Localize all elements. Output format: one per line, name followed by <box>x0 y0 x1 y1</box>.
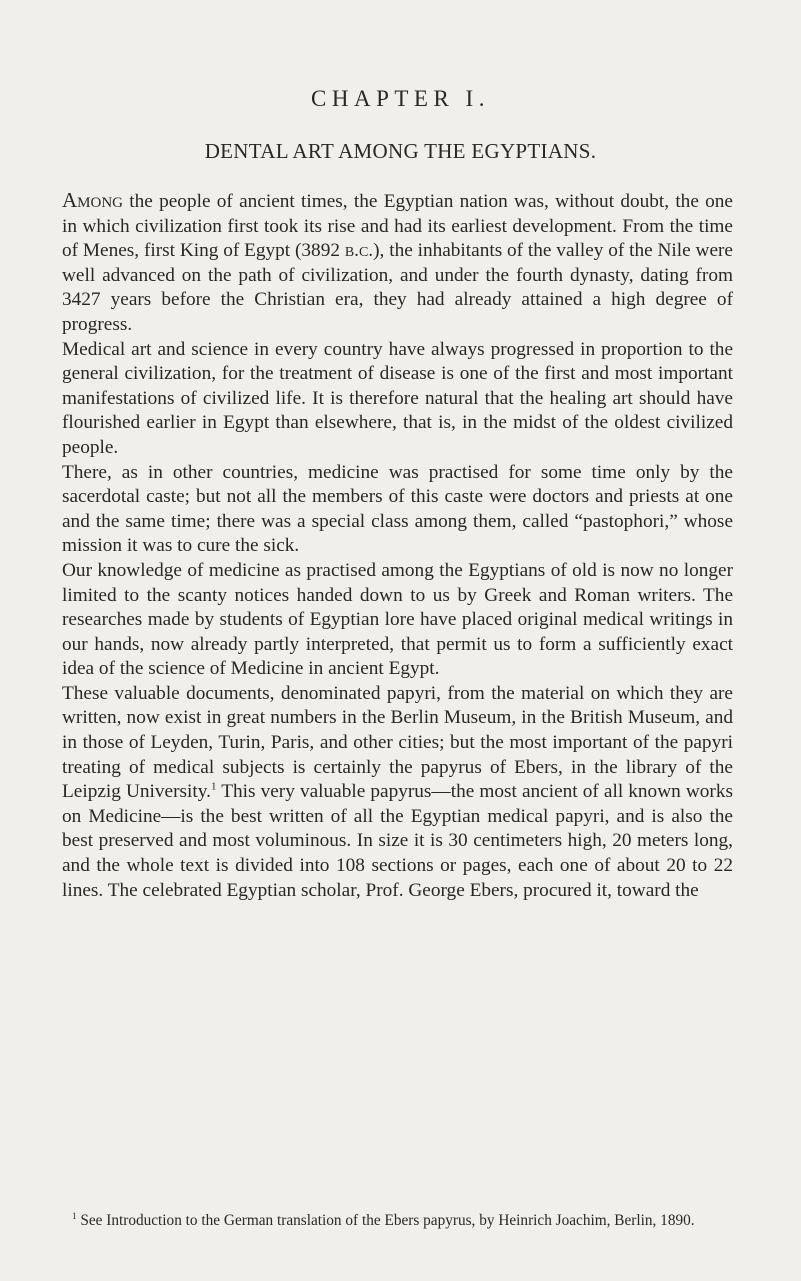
paragraph-lead-word: Among <box>62 188 124 212</box>
chapter-body <box>62 188 733 903</box>
paragraph-2 <box>62 338 733 461</box>
paragraph-text: There, as in other countries, medicine was practised for some time only by the sacerdotal caste; but not all the members of this caste were doctors and priests at one and the same time; there was a special class among them, called “pastophori,” whose mission it was to cure the sick. <box>62 461 733 557</box>
chapter-number: CHAPTER I. <box>311 86 490 111</box>
footnote-marker: 1 <box>72 1210 77 1221</box>
paragraph-text: This very valuable papyrus—the most ancient of all known works on Medicine—is the best written of all the Egyptian medical papyri, and is also the best preserved and most voluminous. In size it is 30 centimeters high, 20 meters long, and the whole text is divided into 108 sections or pages, each one of about 20 to 22 lines. The celebrated Egyptian scholar, Prof. George Ebers, procured it, toward the <box>62 781 733 901</box>
chapter-title: DENTAL ART AMONG THE EGYPTIANS. <box>204 139 597 163</box>
footnote <box>62 1211 733 1231</box>
paragraph-5 <box>62 682 733 903</box>
footnote-text: See Introduction to the German translation of the Ebers papyrus, by Heinrich Joachim, Berlin, 1890. <box>76 1212 695 1229</box>
paragraph-text: Medical art and science in every country have always progressed in proportion to the general civilization, for the treatment of disease is one of the first and most important manifestations of civilized life. It is therefore natural that the healing art should have flourished earlier in Egypt than elsewhere, that is, in the midst of the oldest civilized people. <box>62 338 733 458</box>
paragraph-4 <box>62 559 733 682</box>
paragraph-text: the people of ancient times, the Egyptian nation was, without doubt, the one in which civilization first took its rise and had its earliest development. From the time of Menes, first King of Egypt (3892 <box>62 191 733 262</box>
paragraph-text: ), the inhabitants of the valley of the Nile were well advanced on the path of civilization, and under the fourth dynasty, dating from 3427 years before the Christian era, they had already attained a high degree of progress. <box>62 240 733 335</box>
paragraph-1 <box>62 188 733 338</box>
paragraph-text: These valuable documents, denominated papyri, from the material on which they are written, now exist in great numbers in the Berlin Museum, in the British Museum, and in those of Leyden, Turin, Paris, and other cities; but the most important of the papyri treating of medical subjects is certainly the papyrus of Ebers, in the library of the Leipzig University. <box>62 682 733 803</box>
footnote-reference[interactable]: 1 <box>210 780 217 793</box>
era-abbreviation: b.c. <box>344 240 374 262</box>
paragraph-3 <box>62 461 733 559</box>
paragraph-text: Our knowledge of medicine as practised among the Egyptians of old is now no longer limited to the scanty notices handed down to us by Greek and Roman writers. The researches made by students of Egyptian lore have placed original medical writings in our hands, now already partly interpreted, that permit us to form a sufficiently exact idea of the science of Medicine in ancient Egypt. <box>62 559 733 680</box>
